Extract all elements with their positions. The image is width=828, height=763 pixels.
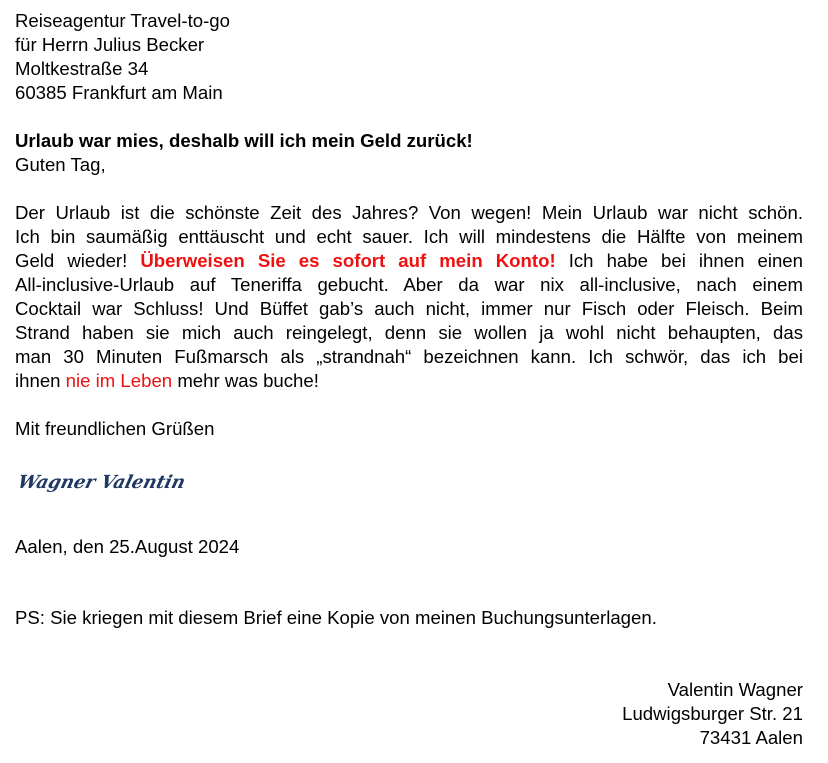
- signature-text: Wagner Valentin: [15, 472, 188, 493]
- letter-body: [15, 201, 803, 393]
- recipient-address: [15, 9, 803, 105]
- body-line: All-inclusive-Urlaub auf Teneriffa gebucht. Aber da war nix all-inclusive, nach einem: [15, 274, 803, 295]
- body-line: ihnen nie im Leben mehr was buche!: [15, 370, 319, 391]
- body-line: Strand haben sie mich auch reingelegt, denn sie wollen ja wohl nicht behaupten, das: [15, 322, 803, 343]
- recipient-line-person: für Herrn Julius Becker: [15, 34, 205, 55]
- body-line: Der Urlaub ist die schönste Zeit des Jahres? Von wegen! Mein Urlaub war nicht schön.: [15, 202, 803, 223]
- body-line: Geld wieder! Überweisen Sie es sofort auf mein Konto! Ich habe bei ihnen einen: [15, 250, 803, 271]
- closing-block: [15, 417, 803, 441]
- place-date-block: [15, 535, 803, 559]
- handwritten-signature: [15, 463, 205, 499]
- closing-phrase: Mit freundlichen Grüßen: [15, 418, 215, 439]
- letter-page: [15, 0, 803, 763]
- body-line: Ich bin saumäßig enttäuscht und echt sauer. Ich will mindestens die Hälfte von meinem: [15, 226, 803, 247]
- postscript-block: [15, 606, 803, 630]
- sender-address: [15, 678, 803, 750]
- body-line: man 30 Minuten Fußmarsch als „strandnah“ bezeichnen kann. Ich schwör, das ich bei: [15, 346, 803, 367]
- recipient-line-city: 60385 Frankfurt am Main: [15, 82, 223, 103]
- sender-street: Ludwigsburger Str. 21: [622, 703, 803, 724]
- place-and-date: Aalen, den 25.August 2024: [15, 536, 240, 557]
- letter-subject: Urlaub war mies, deshalb will ich mein Geld zurück!: [15, 130, 473, 151]
- body-line: Cocktail war Schluss! Und Büffet gab’s auch nicht, immer nur Fisch oder Fleisch. Beim: [15, 298, 803, 319]
- recipient-line-company: Reiseagentur Travel-to-go: [15, 10, 230, 31]
- recipient-line-street: Moltkestraße 34: [15, 58, 149, 79]
- sender-city: 73431 Aalen: [699, 727, 803, 748]
- postscript: PS: Sie kriegen mit diesem Brief eine Kopie von meinen Buchungsunterlagen.: [15, 607, 657, 628]
- subject-block: [15, 129, 803, 177]
- never-again-highlight: nie im Leben: [65, 370, 173, 391]
- sender-name: Valentin Wagner: [667, 679, 803, 700]
- letter-greeting: Guten Tag,: [15, 154, 106, 175]
- demand-highlight: Überweisen Sie es sofort auf mein Konto!: [140, 250, 556, 271]
